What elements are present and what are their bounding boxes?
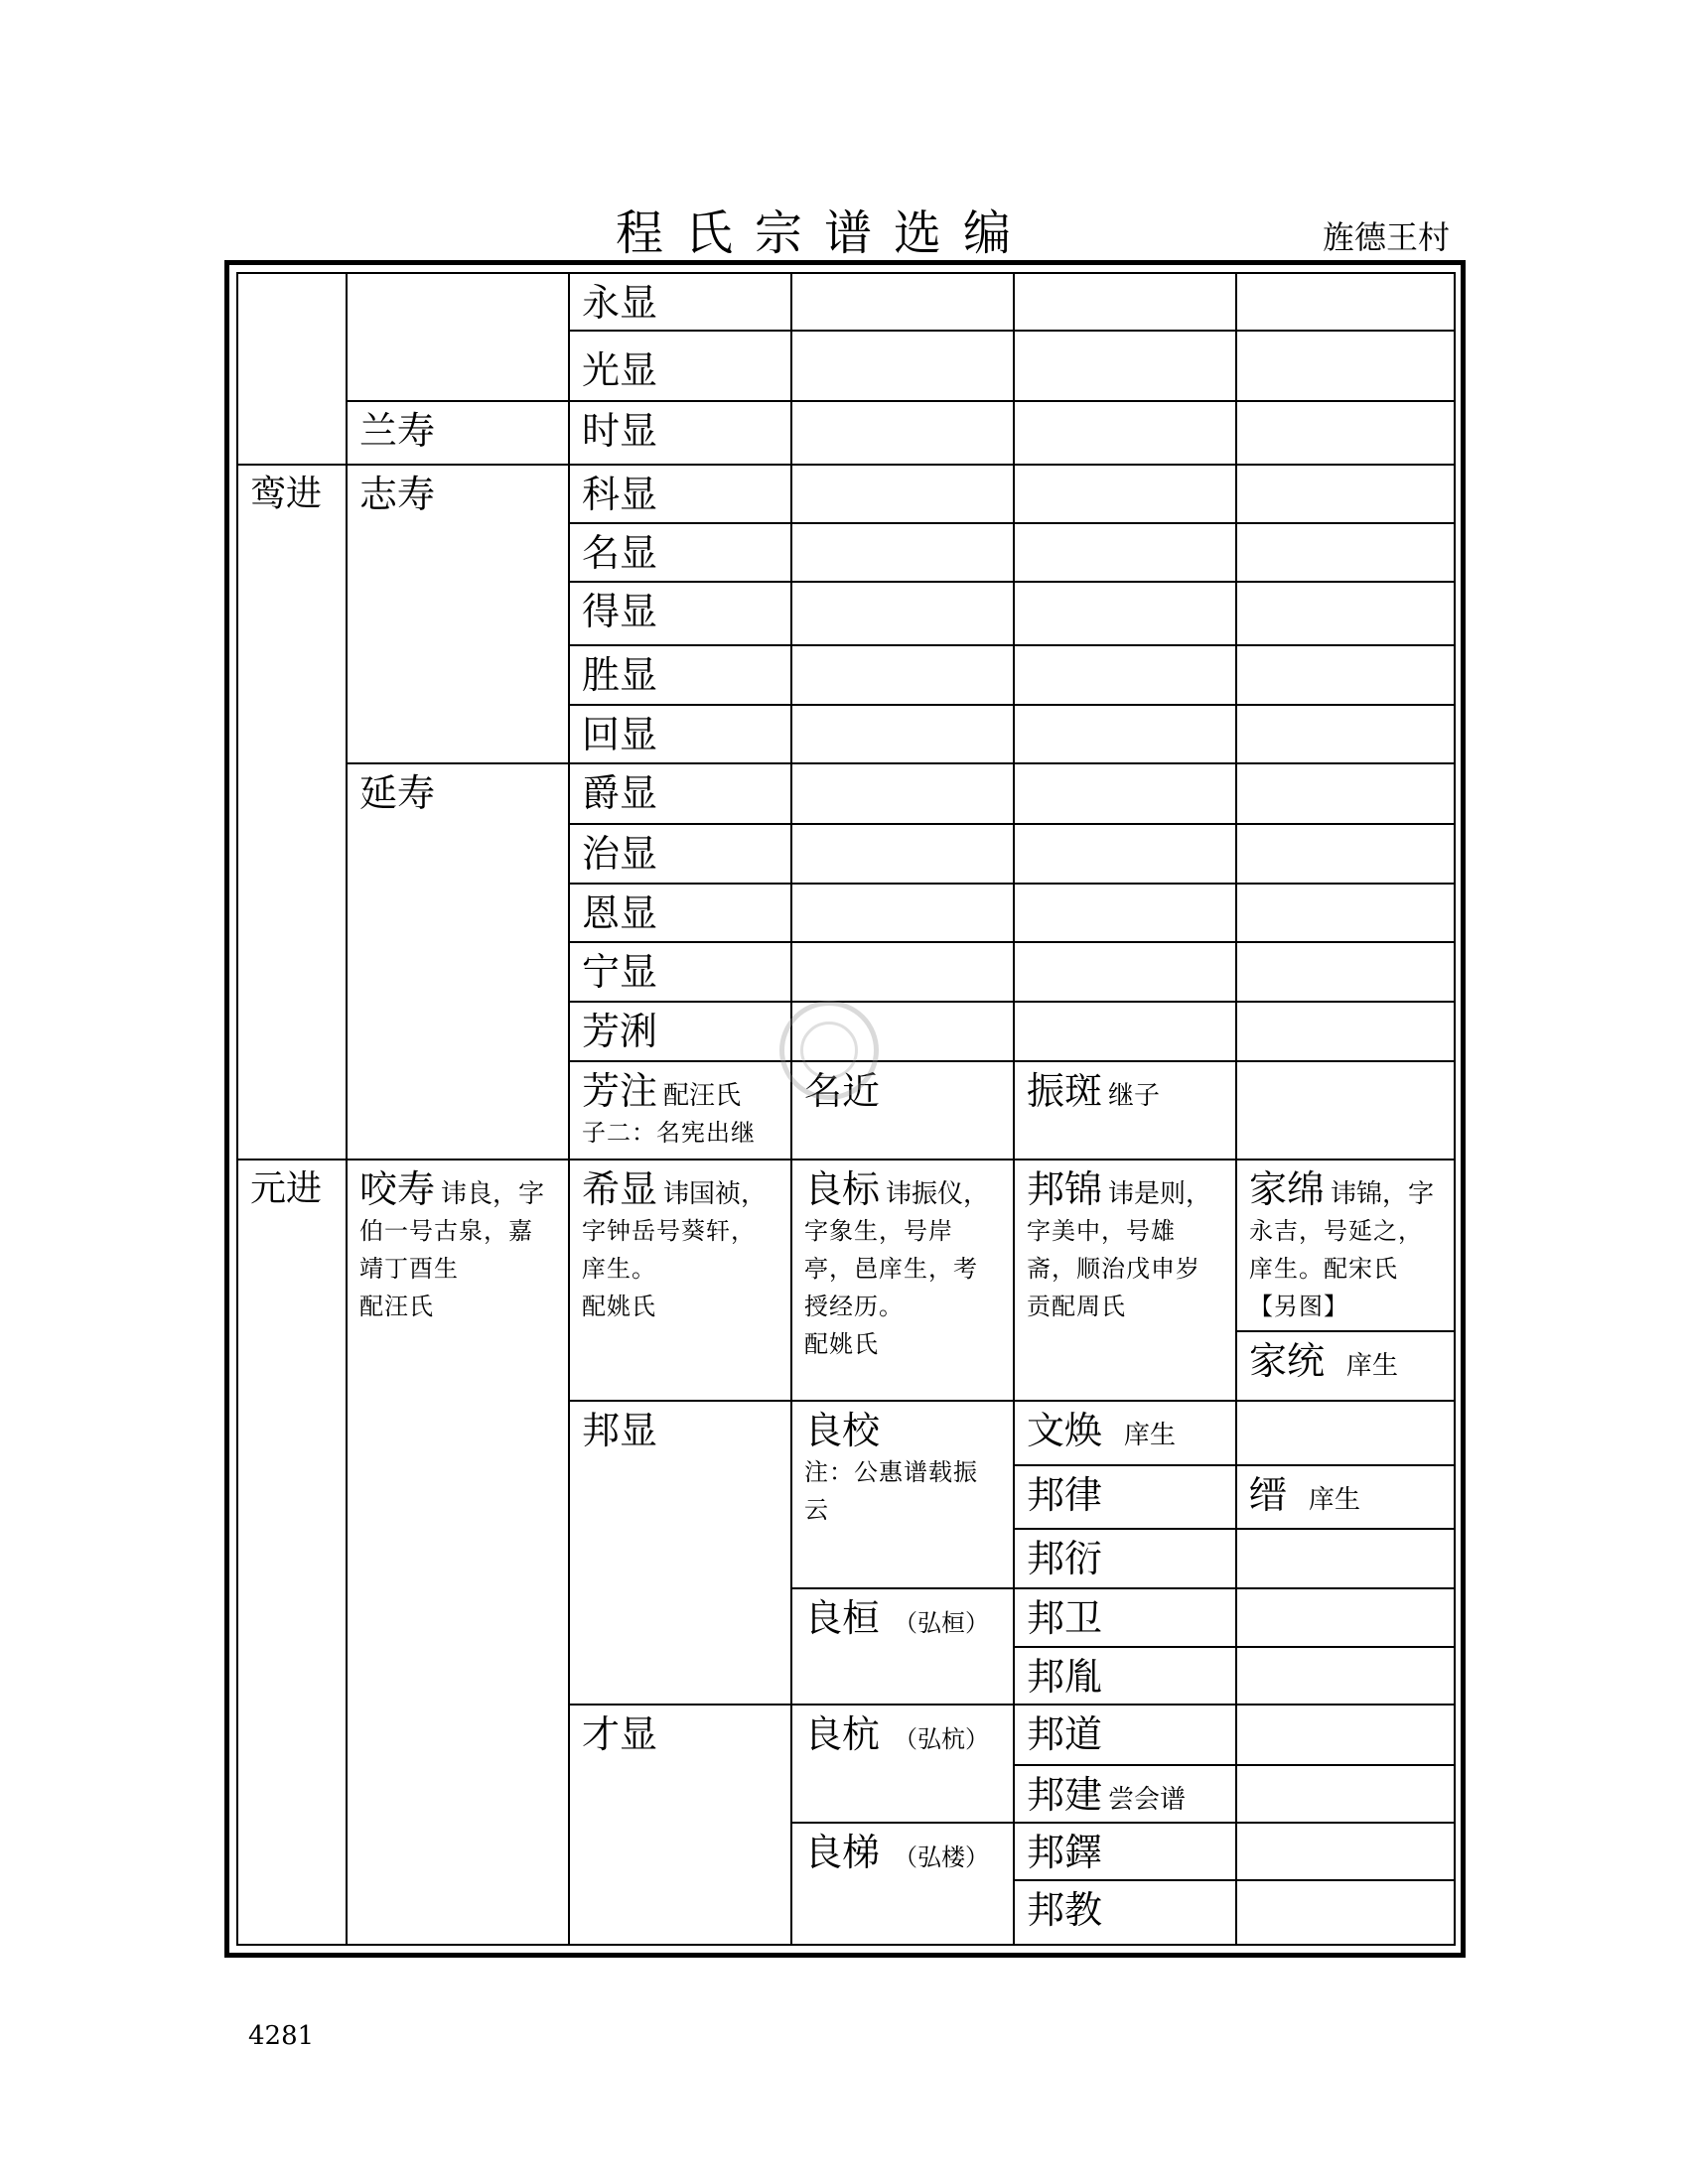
empty-cell xyxy=(1014,465,1236,522)
person-note: 伯一号古泉，嘉靖丁酉生 xyxy=(359,1216,533,1283)
empty-cell xyxy=(1236,824,1455,884)
empty-cell xyxy=(1236,273,1455,331)
person-note-inline: 讳国祯， xyxy=(663,1178,768,1209)
genealogy-table-frame xyxy=(224,260,1466,1958)
person-name: 鸾进 xyxy=(250,474,323,515)
gen6-cell-jiatong xyxy=(1236,1331,1455,1401)
gen4-cell-lianghuan xyxy=(791,1588,1014,1705)
person-name: 名近 xyxy=(804,1069,881,1114)
person-note-inline: 讳振仪， xyxy=(886,1178,990,1209)
person-note: 尝会谱 xyxy=(1108,1784,1187,1815)
gen3-cell-juexian xyxy=(569,763,791,823)
person-name: 邦显 xyxy=(582,1409,658,1453)
gen1-cell-luanjin xyxy=(237,465,347,1159)
person-note-inline: 讳良，字 xyxy=(441,1178,545,1209)
gen5-cell-bangdao xyxy=(1014,1705,1236,1764)
gen3-cell-zhixian xyxy=(569,824,791,884)
gen2-cell-zhishou xyxy=(347,465,569,763)
gen3-cell-dexian xyxy=(569,582,791,645)
person-note-inline: 讳锦，字 xyxy=(1331,1178,1435,1209)
village-name: 旌德王村 xyxy=(1322,218,1450,256)
person-name: 良桓 xyxy=(804,1596,881,1641)
person-name: 良校 xyxy=(804,1409,881,1453)
empty-cell xyxy=(1236,1705,1455,1764)
gen3-cell-guangxian xyxy=(569,331,791,400)
person-name: 爵显 xyxy=(582,771,658,816)
gen3-cell-enxian xyxy=(569,884,791,942)
person-note: 庠生 xyxy=(1309,1484,1361,1515)
person-note-inline: 配汪氏 xyxy=(663,1081,742,1112)
person-name: 胜显 xyxy=(582,653,658,698)
empty-cell xyxy=(1236,523,1455,582)
empty-cell xyxy=(791,401,1014,465)
gen5-cell-bangjin xyxy=(1014,1160,1236,1402)
person-name: 芳浰 xyxy=(582,1009,658,1053)
person-note: 注：公惠谱载振云 xyxy=(804,1458,978,1525)
person-note-inline: 讳是则， xyxy=(1108,1178,1212,1209)
empty-cell xyxy=(1236,1002,1455,1061)
empty-cell xyxy=(1236,1765,1455,1823)
empty-cell xyxy=(1236,645,1455,704)
person-name: 科显 xyxy=(582,473,658,517)
person-name: 时显 xyxy=(582,408,658,453)
person-name: 才显 xyxy=(582,1712,658,1757)
gen4-cell-lianghang xyxy=(791,1705,1014,1823)
person-name: 良杭 xyxy=(804,1712,881,1757)
gen4-cell-liangti xyxy=(791,1823,1014,1945)
empty-cell xyxy=(1236,1061,1455,1160)
gen1-cell-yuanjin xyxy=(237,1160,347,1945)
person-name: 家绵 xyxy=(1249,1166,1326,1211)
person-name: 兰寿 xyxy=(359,408,436,453)
empty-cell xyxy=(1014,523,1236,582)
person-name: 振斑 xyxy=(1027,1069,1103,1114)
person-note: 字象生，号岸亭，邑庠生，考授经历。 xyxy=(804,1216,978,1320)
empty-cell xyxy=(1236,1588,1455,1646)
person-note: 继子 xyxy=(1108,1081,1161,1112)
empty-cell xyxy=(1236,705,1455,763)
person-name: 文焕 xyxy=(1027,1409,1103,1453)
person-name: 志寿 xyxy=(359,473,436,517)
empty-cell xyxy=(1014,824,1236,884)
empty-cell xyxy=(1236,1823,1455,1880)
person-name: 邦胤 xyxy=(1027,1654,1103,1699)
person-name: 芳注 xyxy=(582,1069,658,1114)
gen4-cell-mingjin xyxy=(791,1061,1014,1160)
person-name: 希显 xyxy=(582,1166,658,1211)
genealogy-table xyxy=(236,272,1456,1946)
gen4-cell-liangbiao xyxy=(791,1160,1014,1402)
gen5-cell-banglv xyxy=(1014,1465,1236,1529)
gen3-cell-bangxian xyxy=(569,1401,791,1705)
gen6-cell-jin xyxy=(1236,1465,1455,1529)
empty-cell xyxy=(791,273,1014,331)
empty-cell xyxy=(1236,1647,1455,1705)
gen3-cell-shixian xyxy=(569,401,791,465)
gen3-cell-mingxian xyxy=(569,523,791,582)
empty-cell xyxy=(1236,1529,1455,1588)
gen3-cell-xixian xyxy=(569,1160,791,1402)
empty-cell xyxy=(1014,705,1236,763)
gen4-cell-liangxiao xyxy=(791,1401,1014,1588)
person-name: 邦律 xyxy=(1027,1472,1103,1517)
empty-cell xyxy=(791,942,1014,1001)
gen2-cell-empty xyxy=(347,273,569,401)
gen2-cell-lanshou xyxy=(347,401,569,465)
person-name: 家统 xyxy=(1249,1338,1326,1383)
empty-cell xyxy=(1014,582,1236,645)
empty-cell xyxy=(791,824,1014,884)
gen5-cell-bangwei xyxy=(1014,1588,1236,1646)
gen3-cell-huixian xyxy=(569,705,791,763)
person-spouse: 配姚氏 xyxy=(582,1292,656,1320)
person-note: 庠生 xyxy=(1346,1350,1399,1381)
person-name: 恩显 xyxy=(582,890,658,935)
gen1-cell-empty xyxy=(237,273,347,465)
gen2-cell-yanshou xyxy=(347,763,569,1160)
person-note: 永吉，号延之，庠生。配宋氏 xyxy=(1249,1216,1423,1283)
gen3-cell-yongxian xyxy=(569,273,791,331)
gen2-cell-jiaoshou xyxy=(347,1160,569,1945)
person-name: 邦锦 xyxy=(1027,1166,1103,1211)
person-name: 光显 xyxy=(582,348,658,393)
empty-cell xyxy=(1014,401,1236,465)
empty-cell xyxy=(1014,645,1236,704)
empty-cell xyxy=(1236,401,1455,465)
person-name: 回显 xyxy=(582,712,658,756)
empty-cell xyxy=(791,884,1014,942)
empty-cell xyxy=(791,705,1014,763)
person-name: 名显 xyxy=(582,530,658,575)
empty-cell xyxy=(1014,884,1236,942)
empty-cell xyxy=(1014,763,1236,823)
empty-cell xyxy=(791,645,1014,704)
person-name: 宁显 xyxy=(582,950,658,995)
gen6-cell-jiamian xyxy=(1236,1160,1455,1331)
empty-cell xyxy=(1014,942,1236,1001)
person-note: 庠生 xyxy=(1124,1421,1177,1451)
empty-cell xyxy=(791,523,1014,582)
empty-cell xyxy=(1014,331,1236,400)
person-name: 邦衍 xyxy=(1027,1537,1103,1581)
person-name: 良梯 xyxy=(804,1830,881,1874)
person-name: 邦卫 xyxy=(1027,1596,1103,1641)
person-name: 邦建 xyxy=(1027,1772,1103,1817)
person-alt-name: （弘楼） xyxy=(894,1843,990,1871)
person-spouse: 配汪氏 xyxy=(359,1292,434,1320)
empty-cell xyxy=(1014,273,1236,331)
page-number: 4281 xyxy=(248,2021,315,2051)
empty-cell xyxy=(1236,465,1455,522)
person-name: 永显 xyxy=(582,281,658,325)
person-spouse: 配姚氏 xyxy=(804,1329,879,1358)
gen3-cell-ningxian xyxy=(569,942,791,1001)
empty-cell xyxy=(1236,1401,1455,1464)
person-name: 邦道 xyxy=(1027,1712,1103,1757)
person-name: 元进 xyxy=(250,1167,323,1209)
person-name: 得显 xyxy=(582,589,658,633)
gen5-cell-bangjiao xyxy=(1014,1880,1236,1945)
gen5-cell-bangrong xyxy=(1014,1647,1236,1705)
gen3-cell-shengxian xyxy=(569,645,791,704)
person-alt-name: （弘桓） xyxy=(894,1609,990,1638)
empty-cell xyxy=(791,1002,1014,1061)
empty-cell xyxy=(1236,1880,1455,1945)
person-note: 字美中，号雄斋，顺治戊申岁贡配周氏 xyxy=(1027,1216,1200,1320)
empty-cell xyxy=(1236,582,1455,645)
empty-cell xyxy=(791,582,1014,645)
gen5-cell-bangyan xyxy=(1014,1529,1236,1588)
gen3-cell-kexian xyxy=(569,465,791,522)
person-name: 邦教 xyxy=(1027,1888,1103,1933)
gen5-cell-wenhuan xyxy=(1014,1401,1236,1464)
person-name: 咬寿 xyxy=(359,1166,436,1211)
person-note: 字钟岳号葵轩，庠生。 xyxy=(582,1216,756,1283)
person-name: 治显 xyxy=(582,831,658,876)
gen5-cell-bangjian xyxy=(1014,1765,1236,1823)
empty-cell xyxy=(791,763,1014,823)
empty-cell xyxy=(791,465,1014,522)
gen3-cell-fangli xyxy=(569,1002,791,1061)
gen3-cell-fangzhu xyxy=(569,1061,791,1160)
person-ref: 【另图】 xyxy=(1249,1292,1348,1320)
person-name: 延寿 xyxy=(359,771,436,816)
page-title: 程氏宗谱选编 xyxy=(615,205,1033,261)
person-alt-name: （弘杭） xyxy=(894,1725,990,1754)
gen5-cell-zhenban xyxy=(1014,1061,1236,1160)
empty-cell xyxy=(1236,763,1455,823)
empty-cell xyxy=(1236,331,1455,400)
gen3-cell-caixian xyxy=(569,1705,791,1945)
empty-cell xyxy=(1014,1002,1236,1061)
empty-cell xyxy=(1236,884,1455,942)
person-name: 邦鐸 xyxy=(1027,1830,1103,1874)
empty-cell xyxy=(1236,942,1455,1001)
person-name: 缙 xyxy=(1249,1472,1288,1517)
person-note: 子二：名宪出继 xyxy=(582,1119,756,1148)
empty-cell xyxy=(791,331,1014,400)
person-name: 良标 xyxy=(804,1166,881,1211)
gen5-cell-bangze xyxy=(1014,1823,1236,1880)
